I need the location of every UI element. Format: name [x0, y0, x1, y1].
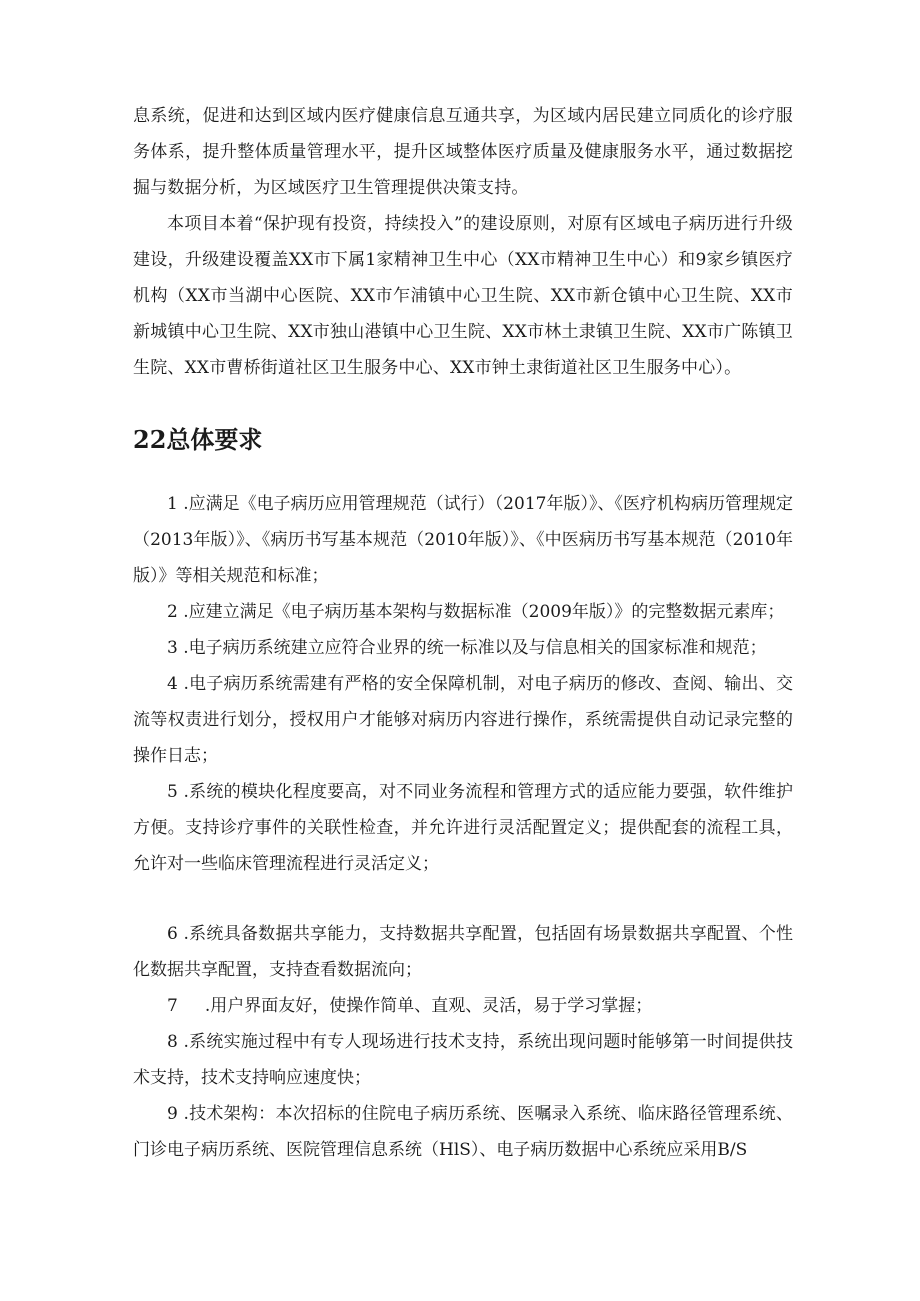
- requirement-item-1: 1 .应满足《电子病历应用管理规范（试行）（2017年版）》、《医疗机构病历管理规定（2013年版）》、《病历书写基本规范（2010年版）》、《中医病历书写基本规范（2010年版）》等相关规范和标准；: [133, 494, 793, 586]
- intro-paragraph-2: 本项目本着“保护现有投资，持续投入”的建设原则，对原有区域电子病历进行升级建设，升级建设覆盖XX市下属1家精神卫生中心（XX市精神卫生中心）和9家乡镇医疗机构（XX市当湖中心医院、XX市乍浦镇中心卫生院、XX市新仓镇中心卫生院、XX市新城镇中心卫生院、XX市独山港镇中心卫生院、XX市林土隶镇卫生院、XX市广陈镇卫生院、XX市曹桥街道社区卫生服务中心、XX市钟土隶街道社区卫生服务中心）。: [133, 214, 793, 378]
- section-title: 总体要求: [166, 426, 263, 454]
- requirement-item-7: 7 .用户界面友好，使操作简单、直观、灵活，易于学习掌握；: [167, 996, 653, 1016]
- requirement-item-9: 9 .技术架构：本次招标的住院电子病历系统、医嘱录入系统、临床路径管理系统、门诊电子病历系统、医院管理信息系统（HlS）、电子病历数据中心系统应采用B/S: [133, 1104, 793, 1160]
- requirement-item-6: 6 .系统具备数据共享能力，支持数据共享配置，包括固有场景数据共享配置、个性化数据共享配置，支持查看数据流向；: [133, 924, 793, 980]
- section-number: 22: [133, 425, 167, 454]
- requirement-item-4: 4 .电子病历系统需建有严格的安全保障机制，对电子病历的修改、查阅、输出、交流等权责进行划分，授权用户才能够对病历内容进行操作，系统需提供自动记录完整的操作日志；: [133, 674, 793, 766]
- requirement-item-8: 8 .系统实施过程中有专人现场进行技术支持，系统出现问题时能够第一时间提供技术支持，技术支持响应速度快；: [133, 1032, 793, 1088]
- requirement-item-2: 2 .应建立满足《电子病历基本架构与数据标准（2009年版）》的完整数据元素库；: [167, 602, 785, 622]
- requirement-item-3: 3 .电子病历系统建立应符合业界的统一标准以及与信息相关的国家标准和规范；: [167, 638, 767, 658]
- requirement-item-5: 5 .系统的模块化程度要高，对不同业务流程和管理方式的适应能力要强，软件维护方便。支持诊疗事件的关联性检查，并允许进行灵活配置定义；提供配套的流程工具，允许对一些临床管理流程进行灵活定义；: [133, 782, 793, 874]
- intro-paragraph-1: 息系统，促进和达到区域内医疗健康信息互通共享，为区域内居民建立同质化的诊疗服务体系，提升整体质量管理水平，提升区域整体医疗质量及健康服务水平，通过数据挖掘与数据分析，为区域医疗卫生管理提供决策支持。: [133, 106, 793, 198]
- paragraph-gap: [133, 882, 793, 916]
- document-body: [133, 98, 793, 1168]
- section-heading: [133, 424, 793, 456]
